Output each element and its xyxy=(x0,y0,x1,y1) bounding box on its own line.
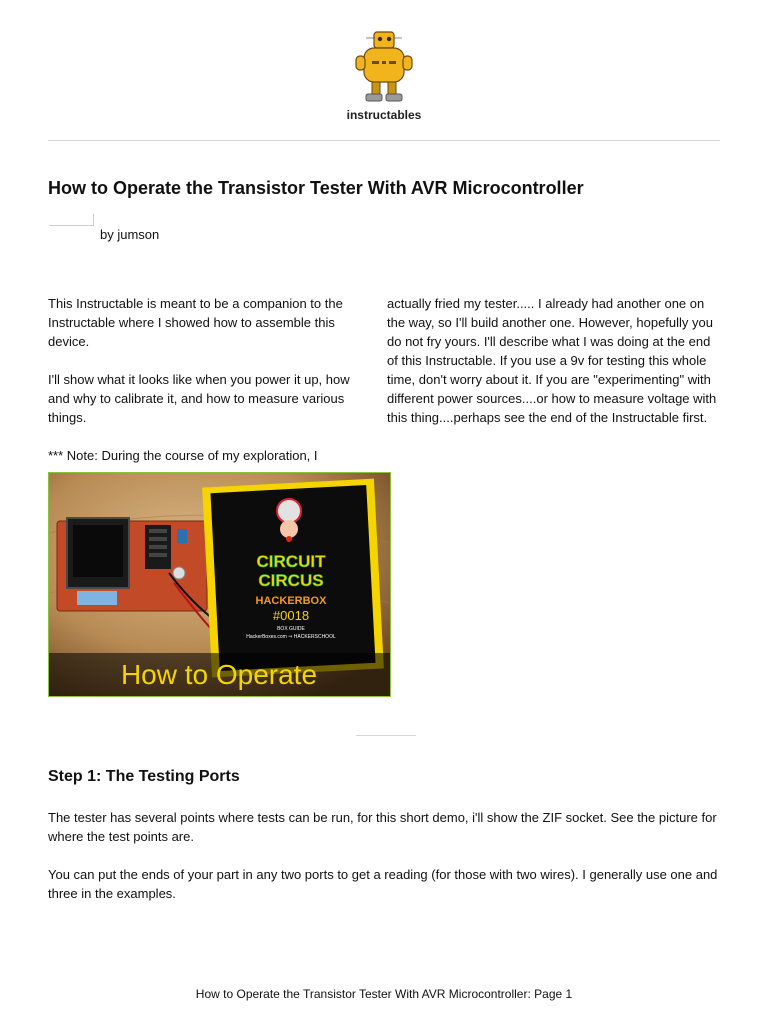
step-paragraph: The tester has several points where tests can be run, for this short demo, i'll show the ZIF socket. See the picture for where the test points are. xyxy=(48,810,717,844)
intro-paragraph: I'll show what it looks like when you power it up, how and why to calibrate it, and how to measure various things. xyxy=(48,372,350,425)
intro-photo[interactable] xyxy=(48,472,391,697)
intro-paragraph: This Instructable is meant to be a companion to the Instructable where I showed how to assemble this device. xyxy=(48,296,343,349)
author-byline[interactable]: by jumson xyxy=(100,227,160,242)
hackerbox-card xyxy=(202,479,384,678)
intro-column-left xyxy=(48,294,366,484)
intro-column-right xyxy=(387,294,717,446)
step-1-title: Step 1: The Testing Ports xyxy=(48,768,240,785)
card-guide: BOX GUIDE xyxy=(277,626,305,632)
intro-paragraph-continued: actually fried my tester..... I already had another one on the way, so I'll build another one. However, hopefully you do not fry yours. I'll describe what I was doing at the end of this Instructable. If you use a 9v for testing this whole time, don't worry about it. If you are "experimenting" with different power sources....or how to measure voltage with this thing....perhaps see the end of the Instructable first. xyxy=(387,296,717,425)
article-title: How to Operate the Transistor Tester With AVR Microcontroller xyxy=(48,178,584,198)
intro-paragraph: *** Note: During the course of my exploration, I xyxy=(48,448,318,463)
photo-caption: How to Operate xyxy=(120,659,318,690)
card-url: HackerBoxes.com ⇒ HACKERSCHOOL xyxy=(246,634,336,640)
author-avatar-placeholder xyxy=(49,214,94,226)
brand-name[interactable]: instructables xyxy=(346,108,422,122)
page-footer: How to Operate the Transistor Tester With AVR Microcontroller: Page 1 xyxy=(195,987,573,1001)
step-1-body xyxy=(48,808,720,922)
instructables-robot-icon[interactable] xyxy=(344,28,424,106)
step-paragraph: You can put the ends of your part in any two ports to get a reading (for those with two wires). I generally use one and three in the examples. xyxy=(48,867,718,901)
section-divider xyxy=(356,735,416,736)
card-brand: HACKERBOX xyxy=(255,595,327,607)
site-header xyxy=(0,28,768,122)
card-title-line2: CIRCUS xyxy=(258,571,324,590)
card-number: #0018 xyxy=(272,608,310,623)
card-title-line1: CIRCUIT xyxy=(256,552,326,571)
intro-photo-illustration xyxy=(49,473,390,696)
header-divider xyxy=(48,140,720,141)
